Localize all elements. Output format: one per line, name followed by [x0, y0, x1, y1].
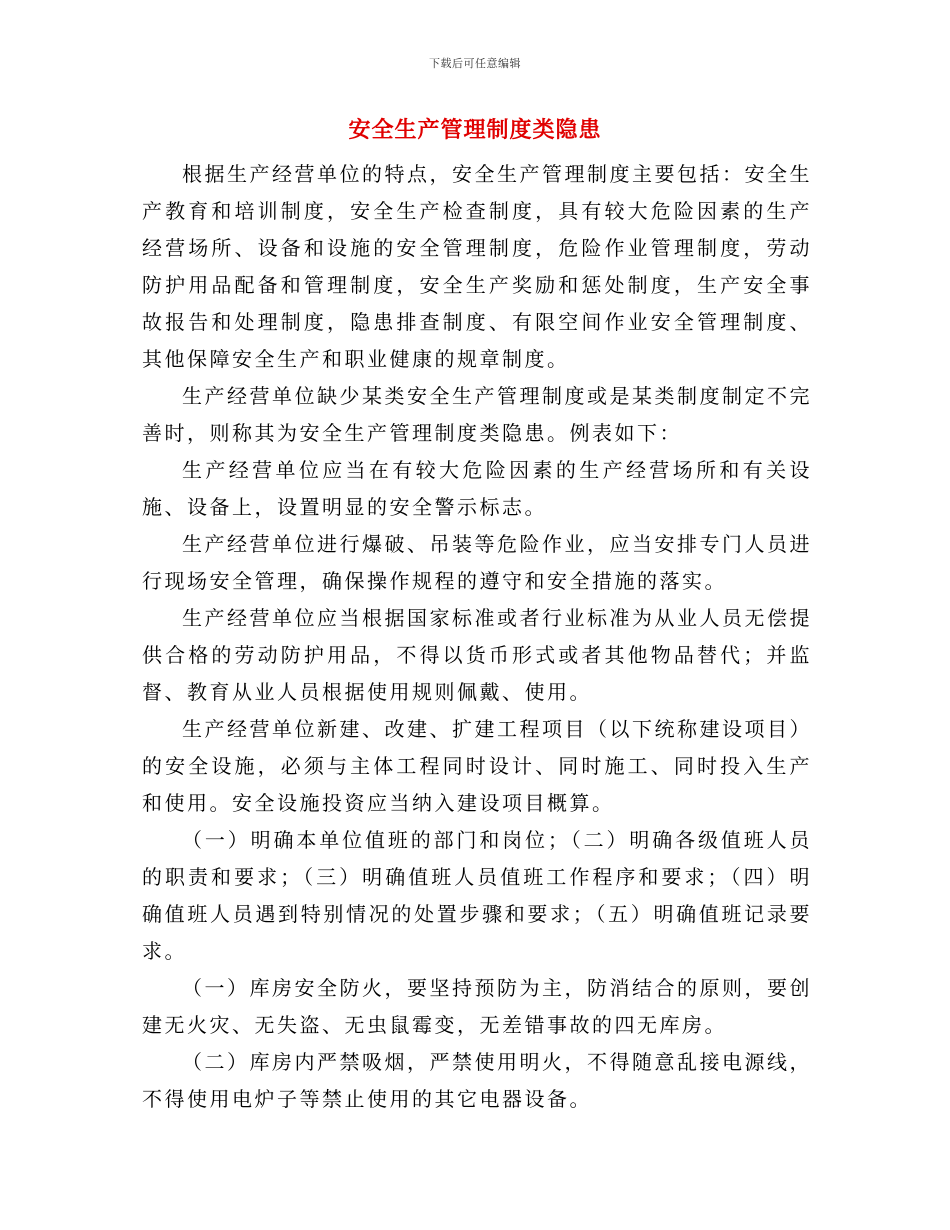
paragraph: （二）库房内严禁吸烟，严禁使用明火，不得随意乱接电源线，不得使用电炉子等禁止使用的其它电器设备。 — [142, 1050, 812, 1111]
paragraph: 根据生产经营单位的特点，安全生产管理制度主要包括：安全生产教育和培训制度，安全生产检查制度，具有较大危险因素的生产经营场所、设备和设施的安全管理制度，危险作业管理制度，劳动防护用品配备和管理制度，安全生产奖励和惩处制度，生产安全事故报告和处理制度，隐患排查制度、有限空间作业安全管理制度、其他保障安全生产和职业健康的规章制度。 — [142, 162, 812, 371]
paragraph: （一）明确本单位值班的部门和岗位；（二）明确各级值班人员的职责和要求；（三）明确值班人员值班工作程序和要求；（四）明确值班人员遇到特别情况的处置步骤和要求；（五）明确值班记录要求。 — [142, 828, 812, 963]
document-title: 安全生产管理制度类隐患 — [348, 117, 602, 143]
document-body — [142, 156, 812, 1118]
paragraph: 生产经营单位进行爆破、吊装等危险作业，应当安排专门人员进行现场安全管理，确保操作规程的遵守和安全措施的落实。 — [142, 532, 812, 593]
paragraph: （一）库房安全防火，要坚持预防为主，防消结合的原则，要创建无火灾、无失盗、无虫鼠霉变，无差错事故的四无库房。 — [142, 976, 812, 1037]
header-note: 下载后可任意编辑 — [429, 57, 521, 70]
paragraph: 生产经营单位缺少某类安全生产管理制度或是某类制度制定不完善时，则称其为安全生产管理制度类隐患。例表如下： — [142, 384, 812, 445]
paragraph: 生产经营单位新建、改建、扩建工程项目（以下统称建设项目）的安全设施，必须与主体工程同时设计、同时施工、同时投入生产和使用。安全设施投资应当纳入建设项目概算。 — [142, 717, 812, 815]
paragraph: 生产经营单位应当在有较大危险因素的生产经营场所和有关设施、设备上，设置明显的安全警示标志。 — [142, 458, 812, 519]
paragraph: 生产经营单位应当根据国家标准或者行业标准为从业人员无偿提供合格的劳动防护用品，不得以货币形式或者其他物品替代；并监督、教育从业人员根据使用规则佩戴、使用。 — [142, 606, 812, 704]
